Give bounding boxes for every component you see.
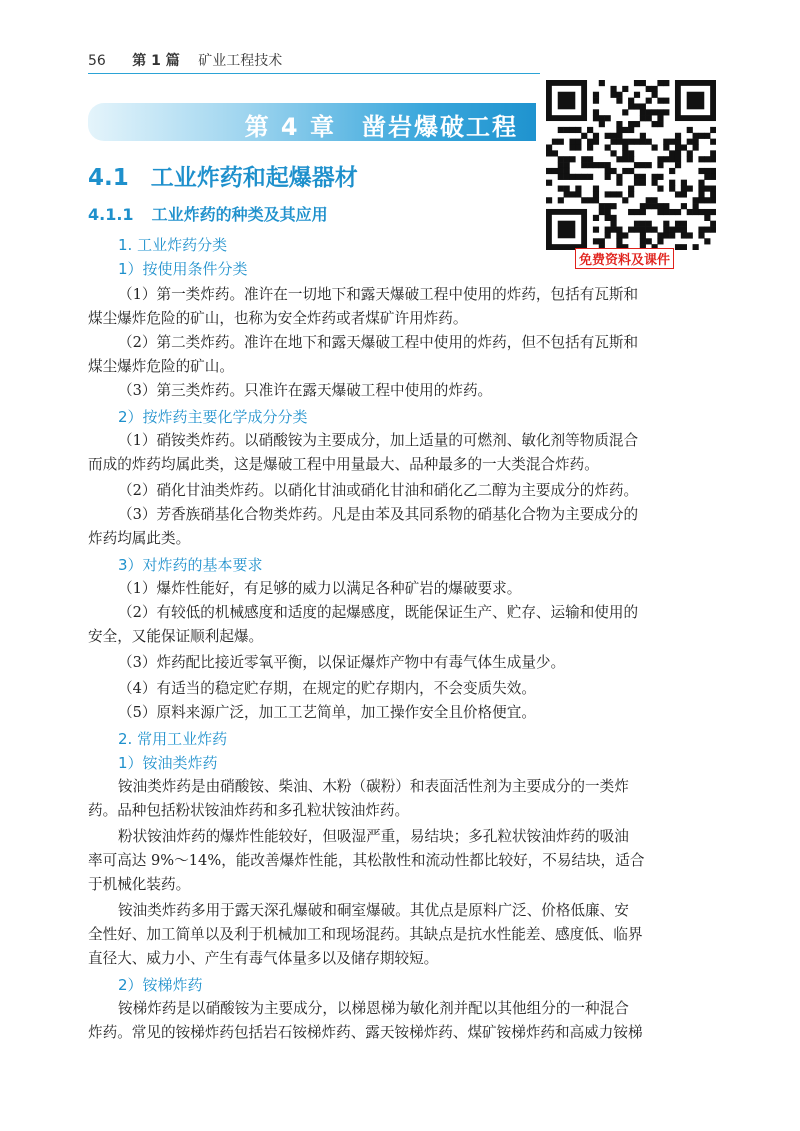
body-line: 于机械化装药。 — [88, 876, 191, 893]
page-number: 56 — [88, 53, 106, 69]
body-line: 全性好、加工简单以及利于机械加工和现场混药。其缺点是抗水性能差、感度低、临界 — [88, 926, 643, 943]
body-line: 药。品种包括粉状铵油炸药和多孔粒状铵油炸药。 — [88, 802, 410, 819]
subsection-heading — [88, 202, 328, 225]
header-rule — [88, 73, 540, 74]
body-line: 直径大、威力小、产生有毒气体量多以及储存期较短。 — [88, 950, 439, 967]
subsection-title: 工业炸药的种类及其应用 — [151, 205, 328, 224]
chapter-title: 第 4 章 凿岩爆破工程 — [244, 113, 518, 141]
body-line: （5）原料来源广泛，加工工艺简单，加工操作安全且价格便宜。 — [118, 704, 536, 721]
body-line: 炸药均属此类。 — [88, 530, 191, 547]
body-line: （3）芳香族硝基化合物类炸药。凡是由苯及其同系物的硝基化合物为主要成分的 — [118, 506, 639, 523]
part-title: 矿业工程技术 — [198, 53, 283, 69]
body-line: （4）有适当的稳定贮存期，在规定的贮存期内，不会变质失效。 — [118, 680, 536, 697]
body-heading: 2）铵梯炸药 — [118, 976, 203, 994]
body-line: （2）第二类炸药。准许在地下和露天爆破工程中使用的炸药，但不包括有瓦斯和 — [118, 334, 639, 351]
body-line: 煤尘爆炸危险的矿山。 — [88, 358, 234, 375]
part-label: 第 1 篇 — [132, 53, 180, 69]
qr-code[interactable] — [546, 80, 716, 250]
section-title: 工业炸药和起爆器材 — [150, 165, 358, 191]
body-line: 安全，又能保证顺利起爆。 — [88, 628, 264, 645]
body-heading: 2）按炸药主要化学成分分类 — [118, 408, 308, 426]
body-line: （2）硝化甘油类炸药。以硝化甘油或硝化甘油和硝化乙二醇为主要成分的炸药。 — [118, 482, 639, 499]
body-line: （1）第一类炸药。准许在一切地下和露天爆破工程中使用的炸药，包括有瓦斯和 — [118, 286, 639, 303]
body-line: 铵油类炸药多用于露天深孔爆破和硐室爆破。其优点是原料广泛、价格低廉、安 — [118, 902, 629, 919]
section-heading — [88, 159, 358, 192]
qr-caption: 免费资料及课件 — [575, 248, 674, 269]
body-line: 铵梯炸药是以硝酸铵为主要成分，以梯恩梯为敏化剂并配以其他组分的一种混合 — [118, 1000, 629, 1017]
body-line: （2）有较低的机械感度和适度的起爆感度，既能保证生产、贮存、运输和使用的 — [118, 604, 639, 621]
body-line: 铵油类炸药是由硝酸铵、柴油、木粉（碳粉）和表面活性剂为主要成分的一类炸 — [118, 778, 629, 795]
body-line: 率可高达 9%～14%，能改善爆炸性能，其松散性和流动性都比较好，不易结块，适合 — [88, 852, 645, 869]
qr-code-image — [546, 80, 716, 250]
section-number: 4.1 — [88, 165, 129, 191]
body-line: （3）炸药配比接近零氧平衡，以保证爆炸产物中有毒气体生成量少。 — [118, 654, 566, 671]
chapter-banner — [88, 103, 536, 141]
subsection-number: 4.1.1 — [88, 205, 134, 224]
body-heading: 1. 工业炸药分类 — [118, 236, 228, 254]
body-heading: 1）铵油类炸药 — [118, 754, 218, 772]
body-line: （1）爆炸性能好，有足够的威力以满足各种矿岩的爆破要求。 — [118, 580, 522, 597]
body-line: （3）第三类炸药。只准许在露天爆破工程中使用的炸药。 — [118, 382, 493, 399]
body-heading: 2. 常用工业炸药 — [118, 730, 228, 748]
body-heading: 3）对炸药的基本要求 — [118, 556, 263, 574]
body-heading: 1）按使用条件分类 — [118, 260, 248, 278]
running-header — [88, 50, 282, 70]
body-line: 炸药。常见的铵梯炸药包括岩石铵梯炸药、露天铵梯炸药、煤矿铵梯炸药和高威力铵梯 — [88, 1024, 643, 1041]
body-line: （1）硝铵类炸药。以硝酸铵为主要成分，加上适量的可燃剂、敏化剂等物质混合 — [118, 432, 639, 449]
body-line: 而成的炸药均属此类，这是爆破工程中用量最大、品种最多的一大类混合炸药。 — [88, 456, 599, 473]
body-line: 煤尘爆炸危险的矿山，也称为安全炸药或者煤矿许用炸药。 — [88, 310, 468, 327]
body-line: 粉状铵油炸药的爆炸性能较好，但吸湿严重，易结块；多孔粒状铵油炸药的吸油 — [118, 828, 629, 845]
